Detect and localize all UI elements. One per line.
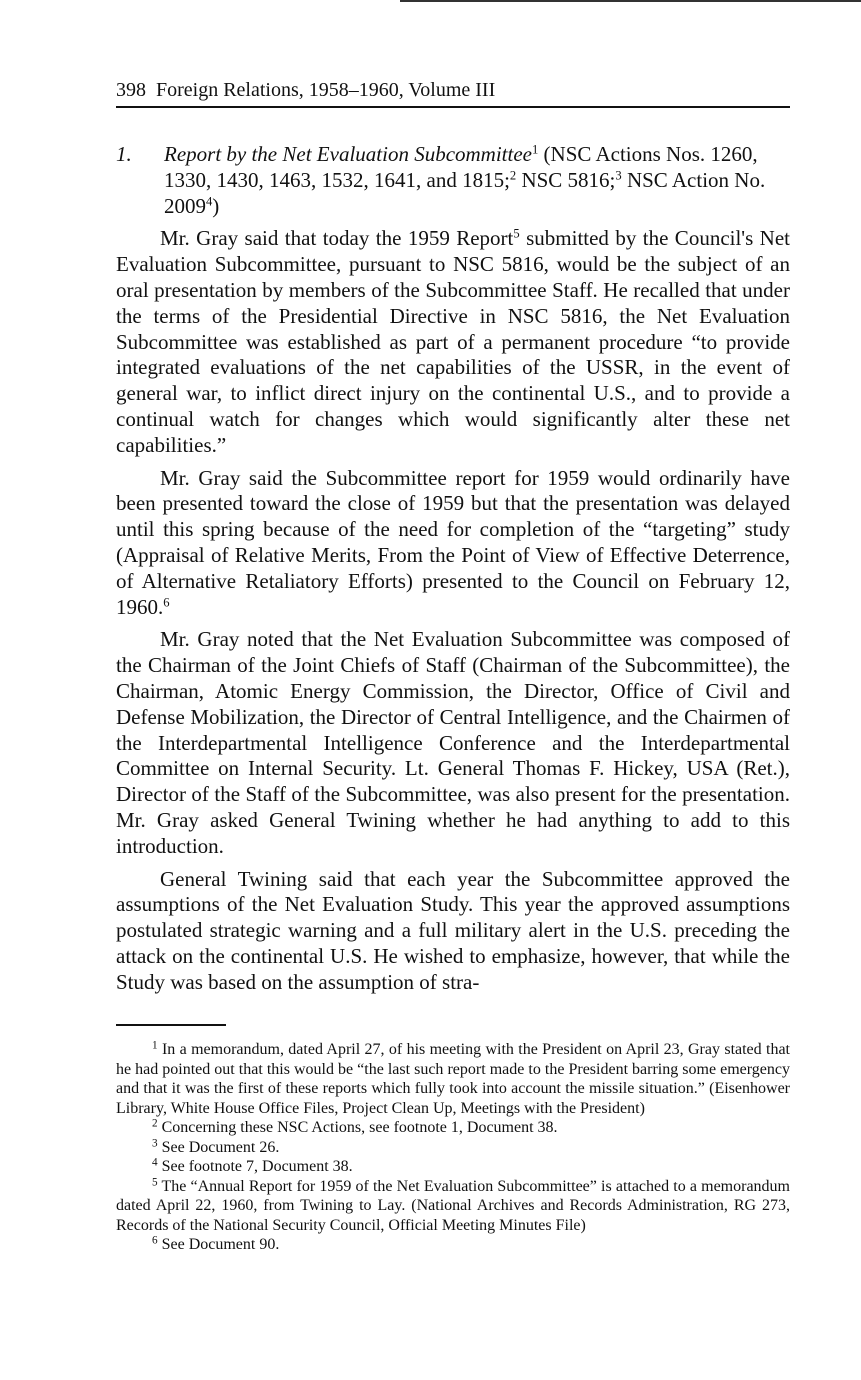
footnote bbox=[116, 1040, 790, 1118]
footnote-number: 5 bbox=[152, 1175, 158, 1188]
paragraph-text: Mr. Gray said the Subcommittee report for 1959 would ordinarily have been presented toward the close of 1959 but that the presentation was delayed until this spring because of the need for completion of the “targeting” study (Appraisal of Relative Merits, From the Point of View of Effective Deterrence, of Alternative Retaliatory Efforts) presented to the Council on February 12, 1960. bbox=[116, 465, 790, 619]
page-number: 398 bbox=[116, 79, 146, 101]
item-refs: (NSC Actions Nos. 1260, 1330, 1430, 1463, 1532, 1641, and 1815; bbox=[164, 142, 758, 192]
footnotes bbox=[116, 1040, 790, 1255]
footnote-text: See Document 26. bbox=[161, 1138, 280, 1156]
item-heading bbox=[116, 142, 790, 219]
footnote-ref: 2 bbox=[509, 168, 517, 183]
footnote-ref: 1 bbox=[532, 142, 539, 157]
footnote-number: 1 bbox=[152, 1039, 158, 1052]
footnote-text: In a memorandum, dated April 27, of his meeting with the President on April 23, Gray stated that he had pointed out that this would be “the last such report made to the President barring some emergency and that it was the first of these reports which fully took into account the missile situation.” (Eisenhower Library, White House Office Files, Project Clean Up, Meetings with the President) bbox=[116, 1041, 791, 1117]
footnote-number: 3 bbox=[152, 1136, 158, 1149]
footnote bbox=[116, 1177, 790, 1236]
footnote-rule bbox=[116, 1024, 226, 1026]
item-refs: NSC Action No. 2009 bbox=[164, 167, 766, 218]
paragraph-text: submitted by the Council's Net Evaluation Subcommittee, pursuant to NSC 5816, would be the subject of an oral presentation by members of the Subcommittee Staff. He recalled that under the terms of the Presidential Directive in NSC 5816, the Net Evaluation Subcommittee was established as part of a permanent procedure “to provide integrated evaluations of the net capabilities of the USSR, in the event of general war, to inflict direct injury on the continental U.S., and to provide a continual watch for changes which would significantly alter these net capabilities.” bbox=[116, 226, 790, 457]
top-edge-rule bbox=[400, 0, 861, 2]
item-title: Report by the Net Evaluation Subcommittee bbox=[164, 142, 532, 166]
paragraph bbox=[116, 226, 790, 458]
footnote-text: Concerning these NSC Actions, see footnote 1, Document 38. bbox=[161, 1119, 558, 1136]
footnote-ref: 3 bbox=[615, 168, 622, 183]
paragraph-text: Mr. Gray said that today the 1959 Report bbox=[160, 226, 514, 251]
footnote bbox=[116, 1235, 790, 1255]
paragraph: Mr. Gray noted that the Net Evaluation Subcommittee was composed of the Chairman of the Joint Chiefs of Staff (Chairman of the Subcommittee), the Chairman, Atomic Energy Commission, the Director, Office of Civil and Defense Mobilization, the Director of Central Intelligence, and the Chairmen of the Interdepartmental Intelligence Conference and the Interdepartmental Committee on Internal Security. Lt. General Thomas F. Hickey, USA (Ret.), Director of the Staff of the Subcommittee, was also present for the presentation. Mr. Gray asked General Twining whether he had anything to add to this introduction. bbox=[116, 627, 790, 858]
footnote-ref: 6 bbox=[163, 595, 170, 609]
footnote-text: The “Annual Report for 1959 of the Net Evaluation Subcommittee” is attached to a memorandum dated April 22, 1960, from Twining to Lay. (National Archives and Records Administration, RG 273, Records of the National Security Council, Official Meeting Minutes File) bbox=[116, 1177, 790, 1234]
footnote-ref: 4 bbox=[206, 194, 213, 209]
paragraph: General Twining said that each year the Subcommittee approved the assumptions of the Net Evaluation Study. This year the approved assumptions postulated strategic warning and a full military alert in the U.S. preceding the attack on the continental U.S. He wished to emphasize, however, that while the Study was based on the assumption of stra- bbox=[116, 866, 790, 994]
footnote-text: See footnote 7, Document 38. bbox=[161, 1158, 353, 1175]
header-rule bbox=[116, 106, 790, 108]
footnote bbox=[116, 1138, 790, 1158]
footnote-number: 6 bbox=[152, 1234, 158, 1247]
item-refs: ) bbox=[212, 193, 220, 218]
footnote-number: 2 bbox=[152, 1117, 158, 1130]
document-body bbox=[116, 142, 790, 1003]
running-title: Foreign Relations, 1958–1960, Volume III bbox=[156, 79, 496, 101]
footnote-number: 4 bbox=[152, 1156, 158, 1169]
running-head bbox=[116, 76, 790, 104]
footnote-text: See Document 90. bbox=[161, 1236, 280, 1253]
footnote-ref: 5 bbox=[513, 226, 520, 241]
paragraph bbox=[116, 466, 790, 621]
item-number: 1. bbox=[116, 142, 132, 166]
footnote bbox=[116, 1118, 790, 1138]
item-refs: NSC 5816; bbox=[516, 167, 616, 192]
footnote bbox=[116, 1157, 790, 1177]
